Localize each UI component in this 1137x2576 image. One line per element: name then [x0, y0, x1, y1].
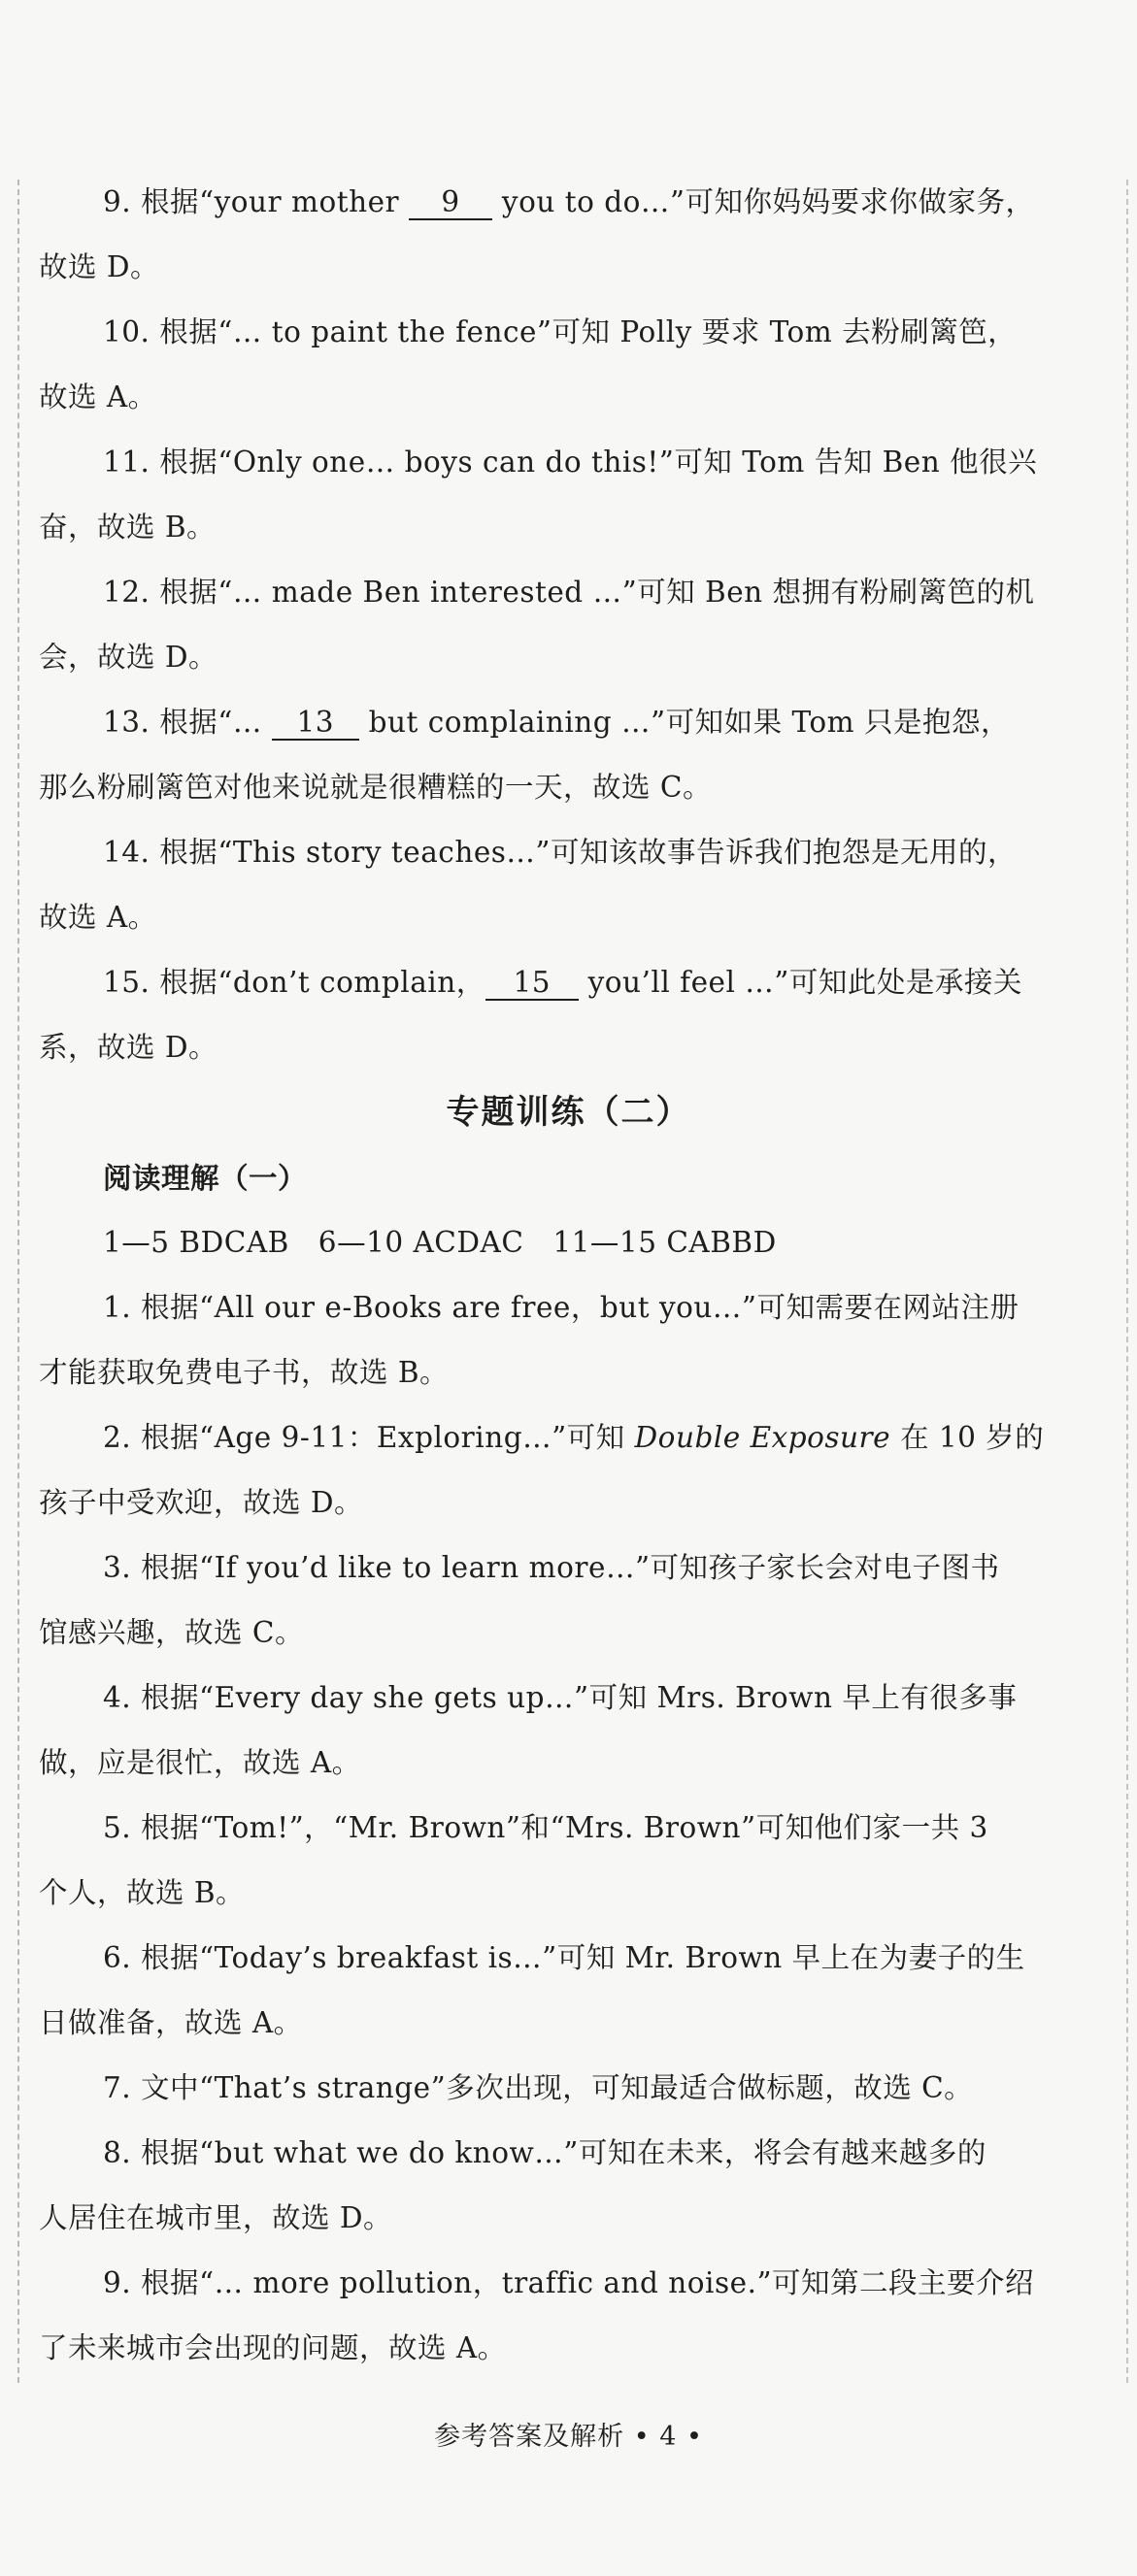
item-b7-line1: 7. 文中“That’s strange”多次出现，可知最适合做标题，故选 C。	[103, 2071, 974, 2104]
answer-key: 1—5 BDCAB 6—10 ACDAC 11—15 CABBD	[103, 1226, 777, 1259]
item-a13-line1: 13. 根据“… 13 but complaining …”可知如果 Tom 只是抱怨，	[103, 706, 1011, 739]
item-a13-line2: 那么粉刷篱笆对他来说就是很糟糕的一天，故选 C。	[39, 771, 712, 804]
item-b3-line1: 3. 根据“If you’d like to learn more…”可知孩子家长会对电子图书	[103, 1551, 1000, 1584]
item-a12-line1: 12. 根据“… made Ben interested …”可知 Ben 想拥有粉刷篱笆的机	[103, 576, 1035, 609]
section-title: 专题训练（二）	[446, 1093, 691, 1132]
item-b5-line2: 个人，故选 B。	[39, 1876, 246, 1909]
item-a9-line2: 故选 D。	[39, 250, 160, 283]
item-a14-line1: 14. 根据“This story teaches…”可知该故事告诉我们抱怨是无用的，	[103, 836, 1017, 869]
item-a10-line2: 故选 A。	[39, 380, 157, 413]
item-b8-line2: 人居住在城市里，故选 D。	[39, 2201, 393, 2234]
answer-blank: 9	[409, 185, 492, 220]
item-a12-line2: 会，故选 D。	[39, 641, 218, 674]
book-title: Double Exposure	[634, 1421, 891, 1454]
item-a11-line2: 奋，故选 B。	[39, 511, 217, 544]
item-b4-line1: 4. 根据“Every day she gets up…”可知 Mrs. Brown 早上有很多事	[103, 1681, 1018, 1714]
left-dashed-margin	[17, 180, 19, 2383]
item-b9-line1: 9. 根据“… more pollution，traffic and noise.”可知第二段主要介绍	[103, 2266, 1035, 2299]
item-a9-line1: 9. 根据“your mother 9 you to do…”可知你妈妈要求你做家务，	[103, 185, 1035, 218]
answer-blank: 13	[272, 706, 359, 741]
item-b8-line1: 8. 根据“but what we do know…”可知在未来，将会有越来越多的	[103, 2136, 987, 2169]
item-b6-line1: 6. 根据“Today’s breakfast is…”可知 Mr. Brown 早上在为妻子的生	[103, 1941, 1025, 1974]
item-b6-line2: 日做准备，故选 A。	[39, 2006, 303, 2039]
item-b9-line2: 了未来城市会出现的问题，故选 A。	[39, 2331, 507, 2364]
right-dashed-margin	[1126, 180, 1128, 2383]
item-a14-line2: 故选 A。	[39, 901, 157, 934]
item-b4-line2: 做，应是很忙，故选 A。	[39, 1746, 361, 1779]
item-b3-line2: 馆感兴趣，故选 C。	[39, 1616, 304, 1649]
page-footer: 参考答案及解析 • 4 •	[434, 2422, 703, 2452]
item-b5-line1: 5. 根据“Tom!”，“Mr. Brown”和“Mrs. Brown”可知他们家一共 3	[103, 1811, 988, 1844]
item-b1-line1: 1. 根据“All our e-Books are free，but you…”可知需要在网站注册	[103, 1291, 1020, 1324]
item-a15-line2: 系，故选 D。	[39, 1031, 218, 1064]
item-a11-line1: 11. 根据“Only one… boys can do this!”可知 Tom 告知 Ben 他很兴	[103, 446, 1038, 479]
item-a15-line1: 15. 根据“don’t complain， 15 you’ll feel …”可知此处是承接关	[103, 966, 1022, 999]
answer-blank: 15	[485, 966, 579, 1001]
item-a10-line1: 10. 根据“… to paint the fence”可知 Polly 要求 Tom 去粉刷篱笆，	[103, 315, 1018, 348]
item-b2-line1: 2. 根据“Age 9-11：Exploring…”可知 Double Exposure 在 10 岁的	[103, 1421, 1045, 1454]
subsection-title: 阅读理解（一）	[103, 1161, 308, 1195]
item-b1-line2: 才能获取免费电子书，故选 B。	[39, 1356, 450, 1389]
item-b2-line2: 孩子中受欢迎，故选 D。	[39, 1486, 364, 1519]
